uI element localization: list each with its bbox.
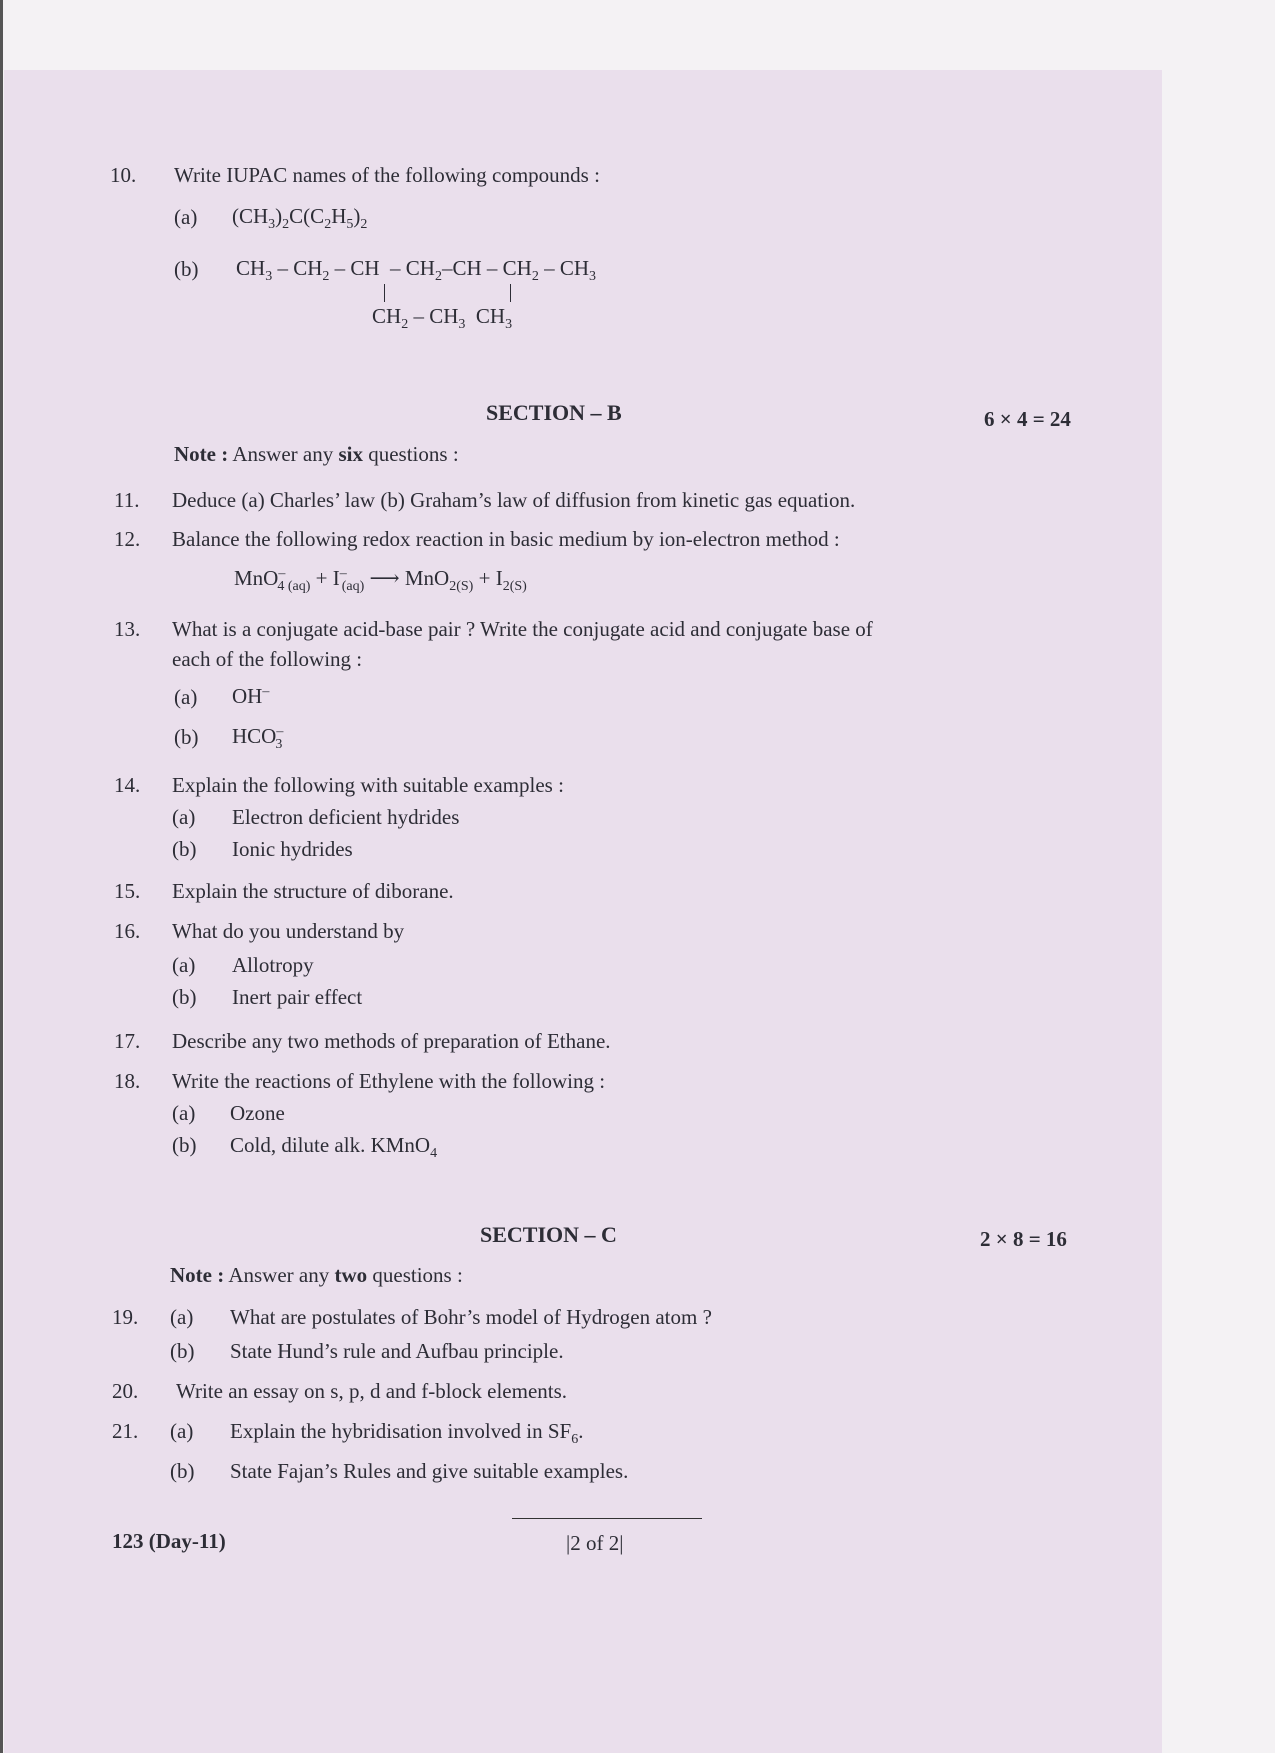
q16-b-text: Inert pair effect xyxy=(232,985,363,1009)
q10-b-formula-main: $CH_3 - CH_2$ – CH – $CH_2-CH - CH_2 - CH_3$ xyxy=(236,256,597,285)
q19-number: 19. xyxy=(112,1305,139,1329)
q16-a-text: Allotropy xyxy=(232,953,314,977)
scan-edge-line xyxy=(0,0,3,1753)
q10-b-bond-1 xyxy=(384,284,385,302)
q21-number: 21. xyxy=(112,1419,139,1443)
exam-page xyxy=(4,70,1162,1753)
q18-a-text: Ozone xyxy=(230,1101,285,1125)
q10-a-formula: $(CH_3)_2C(C_2H_5)_2$ xyxy=(232,204,368,233)
q17-text: Describe any two methods of preparation of Ethane. xyxy=(172,1029,611,1053)
q14-b-text: Ionic hydrides xyxy=(232,837,353,861)
q16-text: What do you understand by xyxy=(172,919,405,943)
q21-a-text: Explain the hybridisation involved in $SF_6$. xyxy=(230,1419,584,1448)
q13-a-formula: OH– xyxy=(232,684,270,708)
section-b-note: Note : Answer any six questions : xyxy=(174,442,459,466)
q12-number: 12. xyxy=(114,527,141,551)
q18-b-label: (b) xyxy=(172,1133,197,1157)
q16-b-label: (b) xyxy=(172,985,197,1009)
q21-b-text: State Fajan’s Rules and give suitable examples. xyxy=(230,1459,629,1483)
q14-text: Explain the following with suitable examples : xyxy=(172,773,564,797)
q15-number: 15. xyxy=(114,879,141,903)
q21-a-label: (a) xyxy=(170,1419,194,1443)
q10-b-bond-2 xyxy=(510,284,511,302)
q13-line-2: each of the following : xyxy=(172,647,363,671)
q20-text: Write an essay on s, p, d and f-block elements. xyxy=(176,1379,568,1403)
q11-text: Deduce (a) Charles’ law (b) Graham’s law of diffusion from kinetic gas equation. xyxy=(172,488,856,512)
section-c-marks: 2 × 8 = 16 xyxy=(980,1227,1067,1251)
section-b-marks: 6 × 4 = 24 xyxy=(984,407,1071,431)
q20-number: 20. xyxy=(112,1379,139,1403)
q10-a-label: (a) xyxy=(174,205,198,229)
section-c-title: SECTION – C xyxy=(480,1222,617,1247)
q14-a-label: (a) xyxy=(172,805,196,829)
q19-b-text: State Hund’s rule and Aufbau principle. xyxy=(230,1339,564,1363)
q18-b-text: Cold, dilute alk. KMnO$_4$ xyxy=(230,1133,438,1162)
q19-a-label: (a) xyxy=(170,1305,194,1329)
footer-paper-code: 123 (Day-11) xyxy=(112,1529,226,1553)
q18-number: 18. xyxy=(114,1069,141,1093)
q18-a-label: (a) xyxy=(172,1101,196,1125)
footer-page-number: |2 of 2| xyxy=(566,1531,624,1555)
section-b-title: SECTION – B xyxy=(486,400,622,425)
q10-b-formula-branch: $CH_2 - CH_3$ $CH_3$ xyxy=(372,304,513,333)
q19-b-label: (b) xyxy=(170,1339,195,1363)
q14-a-text: Electron deficient hydrides xyxy=(232,805,460,829)
q14-number: 14. xyxy=(114,773,141,797)
q19-a-text: What are postulates of Bohr’s model of Hydrogen atom ? xyxy=(230,1305,712,1329)
q13-a-label: (a) xyxy=(174,685,198,709)
q17-number: 17. xyxy=(114,1029,141,1053)
section-c-note: Note : Answer any two questions : xyxy=(170,1263,463,1287)
q15-text: Explain the structure of diborane. xyxy=(172,879,454,903)
q13-b-formula: $HCO^-_3$ xyxy=(232,724,284,753)
footer-rule xyxy=(512,1518,702,1519)
q13-line-1: What is a conjugate acid-base pair ? Write the conjugate acid and conjugate base of xyxy=(172,617,873,641)
q11-number: 11. xyxy=(114,488,140,512)
q21-b-label: (b) xyxy=(170,1459,195,1483)
q16-a-label: (a) xyxy=(172,953,196,977)
q13-b-label: (b) xyxy=(174,725,199,749)
q12-text: Balance the following redox reaction in basic medium by ion-electron method : xyxy=(172,527,840,551)
q12-equation: $MnO^-_{4 (aq)} + I^-_{(aq)}$ ⟶ $MnO_{2(S)} + I_{2(S)}$ xyxy=(234,566,527,595)
q14-b-label: (b) xyxy=(172,837,197,861)
q13-number: 13. xyxy=(114,617,141,641)
q10-text: Write IUPAC names of the following compounds : xyxy=(174,163,600,187)
q18-text: Write the reactions of Ethylene with the following : xyxy=(172,1069,606,1093)
q10-number: 10. xyxy=(110,163,137,187)
q16-number: 16. xyxy=(114,919,141,943)
q10-b-label: (b) xyxy=(174,257,199,281)
